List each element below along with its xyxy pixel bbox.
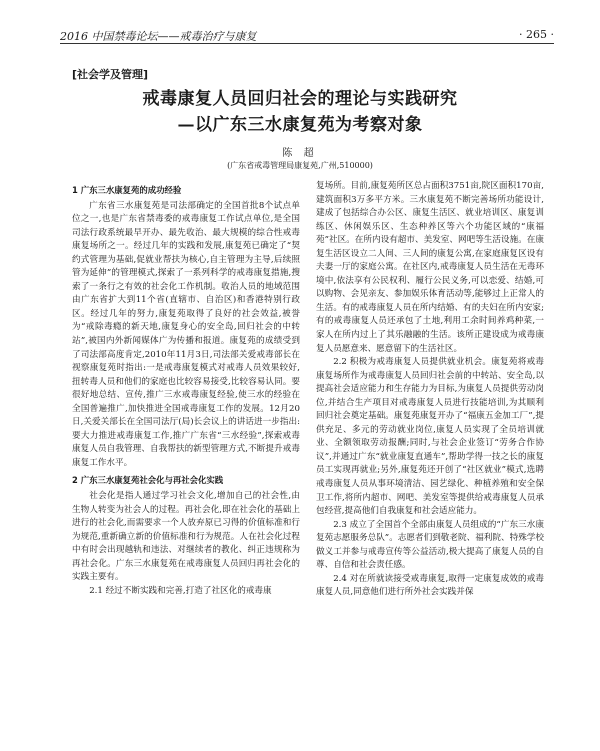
body-paragraph: 社会化是指人通过学习社会文化,增加自己的社会性,由生物人转变为社会人的过程。再社会化,即在社会化的基础上进行的社会化,而需要求一个人放弃原已习得的价值标准和行为规范,重新确立新的价值标准和行为规范。人在社会化过程中有时会出现越轨和违法、对继续者的教化、纠正违规称为再社会化。广东三水康复苑在戒毒康复人员回归再社会化的实践主要有。 [72,491,300,583]
body-paragraph: 2.1 经过不断实践和完善,打造了社区化的戒毒康 [89,585,272,596]
body-column-left [72,180,300,748]
body-column-right [316,180,544,748]
body-paragraph: 2.4 对在所就读接受戒毒康复,取得一定康复成效的戒毒康复人员,同意他们进行所外社会实践并保 [316,573,544,598]
header-page-number: · 265 · [519,28,554,41]
body-paragraph: 复场所。目前,康复苑所区总占面积3751亩,院区面积170亩,建筑面积3万多平方米。三水康复苑不断完善场所功能设计,建成了包括综合办公区、康复生活区、就业培训区、康复训练区、休闲娱乐区、生态种养区等六个功能区域的“康福苑”社区。在所内设有超市、美发室、网吧等生活设施。在康复生活区设立二人间、三人间的康复公寓,在家庭康复区设有夫妻一厅的家庭公寓。在社区内,戒毒康复人员生活在无毒环境中,依法享有公民权利、履行公民义务,可以恋爱、结婚,可以购物、会见亲友、参加娱乐体育活动等,能够过上正常人的生活。有的戒毒康复人员在所内结婚、有的夫妇在所内安家;有的戒毒康复人员还承包了土地,利用工余时间养鸡种菜,一家人在所内过上了其乐融融的生活。该所正建设成为戒毒康复人员愿意来、愿意留下的生活社区。 [316,181,544,354]
column-category-tag: [社会学及管理] [72,68,149,81]
body-paragraph: 2.3 成立了全国首个全部由康复人员组成的“广东三水康复苑志愿服务总队”。志愿者们到敬老院、福利院、特殊学校做义工并参与戒毒宣传等公益活动,极大提高了康复人员的自尊、自信和社会责任感。 [316,519,544,571]
article-title [0,86,600,138]
running-header [60,26,554,44]
body-paragraph: 2.2 积极为戒毒康复人员提供就业机会。康复苑将戒毒康复场所作为戒毒康复人员回归社会前的中转站、安全岛,以提高社会适应能力和生存能力为目标,为康复人员提供劳动岗位,并结合生产项目对戒毒康复人员进行技能培训,为其顺利回归社会奠定基础。康复苑康复开办了“福康五金加工厂”,提供充足、多元的劳动就业岗位,康复人员实现了全员培训就业、全额领取劳动报酬;同时,与社会企业签订“劳务合作协议”,并通过广东“就业康复直通车”,帮助学得一技之长的康复员工实现再就业;另外,康复苑还开创了“社区就业”模式,选聘戒毒康复人员从事环境清洁、园艺绿化、种植养殖和安全保卫工作,将所内超市、网吧、美发室等提供给戒毒康复人员承包经营,提高他们自我康复和社会适应能力。 [316,357,544,517]
author-name: 陈 超 [282,148,318,159]
article-title-main: 戒毒康复人员回归社会的理论与实践研究 [142,89,458,109]
author-affiliation: (广东省戒毒管理局康复苑,广州,510000) [227,161,373,170]
section-heading: 2 广东三水康复苑社会化与再社会化实践 [72,475,224,486]
section-heading: 1 广东三水康复苑的成功经验 [72,185,182,195]
header-journal-title: 2016 中国禁毒论坛——戒毒治疗与康复 [60,30,257,43]
body-paragraph: 广东省三水康复苑是司法部确定的全国首批8个试点单位之一,也是广东省禁毒委的戒毒康复工作试点单位,是全国司法行政系统最早开办、最先收治、最大规模的综合性戒毒康复场所之一。经过几年的实践和发展,康复苑已确定了“契约式管理为基础,促就业帮扶为核心,自主管理为主导,后续照管为延伸”的管理模式,探索了一系列科学的戒毒康复措施,搜索了一条行之有效的社会化工作机制。收治人员的地域范围由广东省扩大到11个省(直辖市、自治区)和香港特别行政区。经过几年的努力,康复苑取得了良好的社会效益,被誉为“戒除毒瘾的新天地,康复身心的安全岛,回归社会的中转站”,被国内外新闻媒体广为传播和报道。康复苑的成绩受到了司法部高度肯定,2010年11月3日,司法部关爱戒毒部长在视察康复苑时指出:一是戒毒康复模式对戒毒人员效果较好,扭转毒人员和他们的家庭也比较容易接受,比较容易认同。要很好地总结、宣传,推广三水戒毒康复经验,使三水的经验在全国普遍推广,加快推进全国戒毒康复工作的发展。12月20日,关爱关部长在全国司法厅(局)长会议上的讲话进一步指出:要大力推进戒毒康复工作,推广广东省“三水经验”,探索戒毒康复人员自我管理、自我帮扶的新型管理方式,不断提升戒毒康复工作水平。 [72,200,300,468]
article-subtitle: —以广东三水康复苑为考察对象 [177,115,423,135]
